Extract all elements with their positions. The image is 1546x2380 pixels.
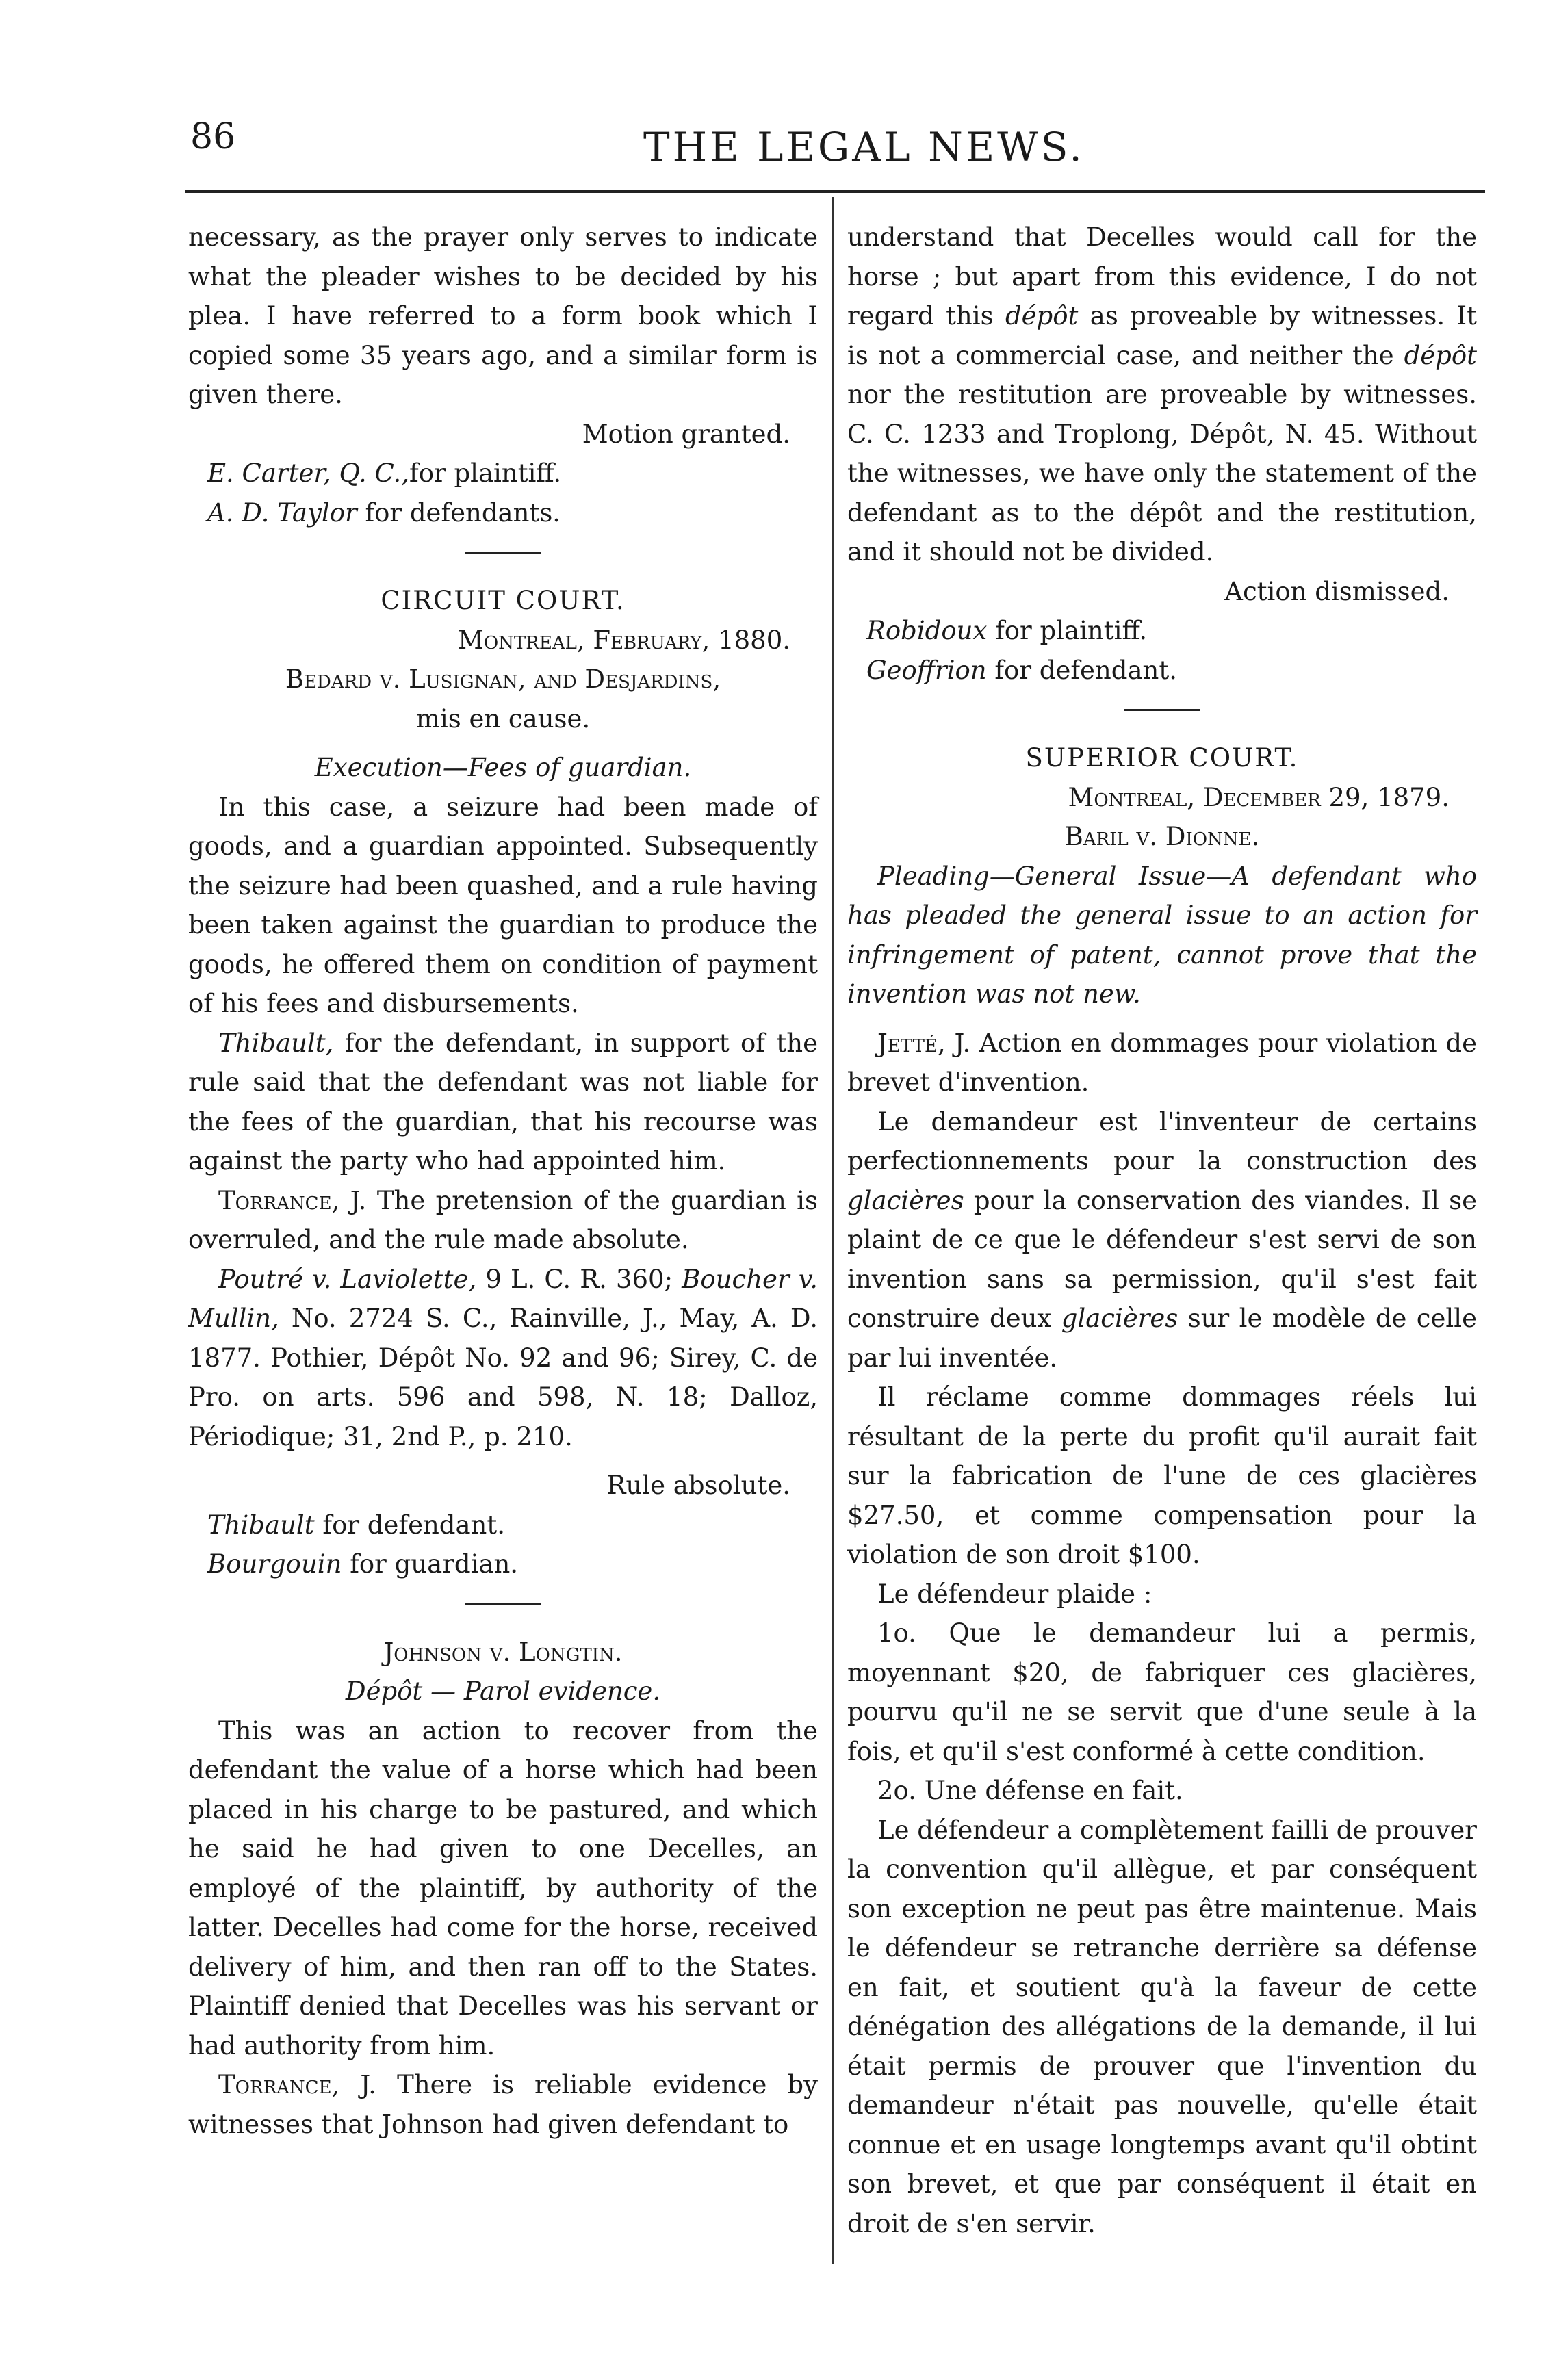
paragraph-text: Le demandeur est l'inventeur de certains perfectionnements pour la construction des bbox=[847, 1107, 1477, 1176]
citation-text: No. 2724 S. C., Rainville, J., May, A. D. 1877. Pothier, Dépôt No. 92 and 96; Sirey, C. de Pro. on arts. 596 and 598, N. 18; Dalloz, Périodique; 31, 2nd P., p. 210. bbox=[188, 1304, 818, 1451]
counsel-line bbox=[866, 611, 1477, 651]
paragraph-text: Action en dommages pour violation de brevet d'invention. bbox=[847, 1028, 1478, 1097]
counsel-name: Thibault bbox=[207, 1510, 315, 1540]
paragraph: Le défendeur a complètement failli de prouver la convention qu'il allègue, et par conséquent son exception ne peut pas être maintenue. Mais le défendeur se retranche derrière sa défense en fait, et soutient qu'à la faveur de cette dénégation des allégations de la demande, il lui était permis de prouver que l'invention du demandeur n'était pas nouvelle, qu'elle était connue et en usage longtemps avant qu'il obtint son brevet, et que par conséquent il était en droit de s'en servir. bbox=[847, 1815, 1477, 2238]
counsel-line bbox=[207, 1544, 818, 1584]
paragraph-text: nor the restitution are proveable by witnesses. C. C. 1233 and Troplong, Dépôt, N. 45. Without the witnesses, we have only the statement of the defendant as to the dépôt and the restitution, and it should not be divided. bbox=[847, 380, 1477, 567]
italic-term: glacières bbox=[1061, 1304, 1178, 1333]
counsel-name: Robidoux bbox=[866, 616, 988, 645]
paragraph: Le défendeur plaide : bbox=[877, 1579, 1152, 1609]
counsel-name: Bourgouin bbox=[207, 1549, 342, 1579]
section-divider bbox=[465, 1603, 541, 1605]
counsel-line bbox=[866, 651, 1477, 690]
left-column bbox=[188, 218, 818, 2144]
paragraph: 1o. Que le demandeur lui a permis, moyennant $20, de fabriquer ces glacières, pourvu qu'il ne se servit que d'une seule à la fois, et qu'il s'est conformé à cette condition. bbox=[847, 1618, 1477, 1766]
case-title: Baril v. Dionne. bbox=[1064, 822, 1260, 851]
case-title: Johnson v. Longtin. bbox=[383, 1637, 623, 1667]
paragraph-text: pour la conservation des viandes. Il se plaint de ce que le défendeur s'est servi de son invention sans sa permission, qu'il s'est fait construire deux bbox=[847, 1185, 1478, 1333]
dateline: Montreal, February, 1880. bbox=[457, 625, 790, 655]
paragraph bbox=[847, 1024, 1477, 1102]
right-column bbox=[847, 218, 1477, 2243]
judge-name: Torrance, J. bbox=[218, 2070, 377, 2099]
court-heading: CIRCUIT COURT. bbox=[381, 586, 626, 615]
paragraph: 2o. Une défense en fait. bbox=[877, 1776, 1183, 1805]
journal-title: THE LEGAL NEWS. bbox=[643, 124, 1085, 170]
disposition: Motion granted. bbox=[582, 419, 790, 449]
counsel-role: for guardian. bbox=[350, 1549, 519, 1579]
dateline: Montreal, December 29, 1879. bbox=[1068, 782, 1450, 812]
headnote: Pleading—General Issue—A defendant who has pleaded the general issue to an action for infringement of patent, cannot prove that the invention was not new. bbox=[847, 861, 1477, 1009]
disposition: Rule absolute. bbox=[606, 1471, 790, 1500]
headnote: Execution—Fees of guardian. bbox=[314, 753, 692, 782]
counsel-role: for defendants. bbox=[365, 497, 561, 528]
paragraph: Il réclame comme dommages réels lui résultant de la perte du profit qu'il aurait fait sur la fabrication de l'une de ces glacières $27.50, et comme compensation pour la violation de son droit $100. bbox=[847, 1382, 1477, 1569]
court-heading: SUPERIOR COURT. bbox=[1025, 743, 1299, 773]
disposition: Action dismissed. bbox=[1224, 576, 1450, 606]
paragraph: In this case, a seizure had been made of goods, and a guardian appointed. Subsequently the seizure had been quashed, and a rule having been taken against the guardian to produce the goods, he offered them on condition of payment of his fees and disbursements. bbox=[188, 792, 818, 1018]
italic-term: glacières bbox=[847, 1185, 964, 1215]
citation-paragraph bbox=[188, 1260, 818, 1457]
counsel-line bbox=[207, 493, 818, 533]
paragraph-text: sur le modèle de celle par lui inventée. bbox=[847, 1304, 1477, 1373]
paragraph-text: The pretension of the guardian is overruled, and the rule made absolute. bbox=[188, 1185, 818, 1254]
counsel-role: for defendant. bbox=[994, 655, 1177, 685]
paragraph: necessary, as the prayer only serves to indicate what the pleader wishes to be decided by his plea. I have referred to a form book which I copied some 35 years ago, and a similar form is given there. bbox=[188, 222, 818, 409]
paragraph-text: There is reliable evidence by witnesses that Johnson had given defendant to bbox=[188, 2070, 818, 2139]
counsel-name: Geoffrion bbox=[866, 655, 987, 685]
italic-term: dépôt bbox=[1404, 340, 1477, 370]
judge-name: Torrance, J. bbox=[218, 1185, 367, 1215]
paragraph-text: understand that Decelles would call for the horse ; but apart from this evidence, I do not regard this bbox=[847, 222, 1477, 331]
counsel-line bbox=[207, 1505, 818, 1545]
column-divider bbox=[832, 197, 834, 2264]
section-divider bbox=[465, 552, 541, 554]
paragraph-text: for the defendant, in support of the rule said that the defendant was not liable for the fees of the guardian, that his recourse was against the party who had appointed him. bbox=[188, 1028, 818, 1176]
case-title: Bedard v. Lusignan, and Desjardins, bbox=[285, 664, 721, 694]
header-rule bbox=[185, 190, 1485, 193]
paragraph bbox=[188, 1181, 818, 1260]
counsel-line bbox=[207, 454, 818, 493]
counsel-role: for plaintiff. bbox=[409, 458, 562, 488]
counsel-role: for plaintiff. bbox=[995, 616, 1148, 645]
counsel-role: for defendant. bbox=[322, 1510, 506, 1540]
section-divider bbox=[1124, 709, 1200, 711]
case-subtitle: mis en cause. bbox=[415, 703, 591, 734]
judge-name: Jetté, J. bbox=[877, 1028, 971, 1058]
paragraph-text: as proveable by witnesses. It is not a commercial case, and neither the bbox=[847, 301, 1477, 370]
citation-case: Poutré v. Laviolette, bbox=[218, 1264, 477, 1294]
citation-case: Boucher v. Mullin, bbox=[188, 1264, 818, 1333]
paragraph bbox=[847, 218, 1477, 572]
counsel-name: E. Carter, Q. C., bbox=[207, 458, 410, 488]
italic-term: dépôt bbox=[1005, 301, 1079, 331]
page-number: 86 bbox=[190, 116, 236, 157]
paragraph bbox=[188, 1024, 818, 1181]
party-name: Thibault, bbox=[218, 1028, 334, 1058]
counsel-name: A. D. Taylor bbox=[207, 497, 357, 528]
headnote: Dépôt — Parol evidence. bbox=[345, 1677, 661, 1706]
citation-text: 9 L. C. R. 360; bbox=[485, 1264, 673, 1294]
paragraph bbox=[188, 2065, 818, 2144]
paragraph: This was an action to recover from the defendant the value of a horse which had been placed in his charge to be pastured, and which he said he had given to one Decelles, an employé of the plaintiff, by authority of the latter. Decelles had come for the horse, received delivery of him, and then ran off to the States. Plaintiff denied that Decelles was his servant or had authority from him. bbox=[188, 1716, 818, 2060]
page-header bbox=[0, 109, 1546, 185]
paragraph bbox=[847, 1102, 1477, 1378]
